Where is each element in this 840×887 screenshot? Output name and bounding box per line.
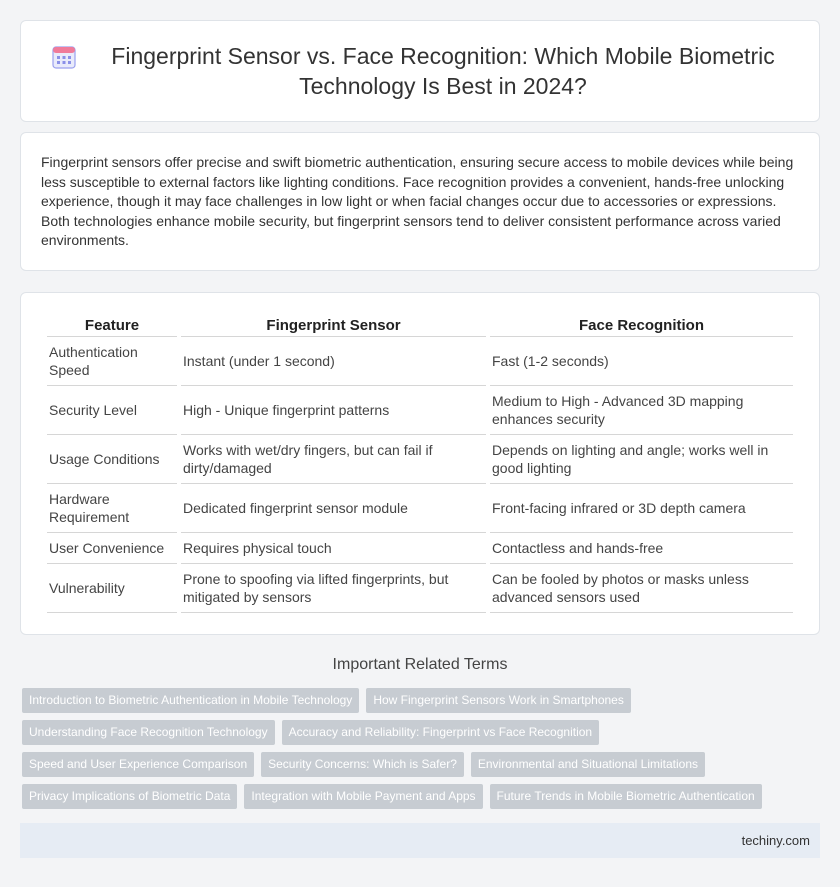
page-title: Fingerprint Sensor vs. Face Recognition: Which Mobile Biometric Technology Is Best in 2024? — [111, 43, 775, 99]
related-term-tag[interactable]: Future Trends in Mobile Biometric Authentication — [490, 784, 762, 809]
related-terms-heading: Important Related Terms — [332, 656, 508, 673]
face-cell: Contactless and hands-free — [490, 533, 793, 564]
column-header-feature: Feature — [47, 313, 177, 337]
summary-card — [20, 132, 820, 271]
header-card — [20, 20, 820, 122]
table-row — [47, 533, 793, 564]
face-cell: Can be fooled by photos or masks unless advanced sensors used — [490, 564, 793, 613]
calendar-icon — [51, 44, 77, 70]
comparison-table-card — [20, 292, 820, 635]
fingerprint-cell: Instant (under 1 second) — [181, 337, 486, 386]
related-term-tag[interactable]: How Fingerprint Sensors Work in Smartphones — [366, 688, 631, 713]
feature-cell: Vulnerability — [47, 564, 177, 613]
footer-bar — [20, 823, 820, 858]
related-term-tag[interactable]: Introduction to Biometric Authentication in Mobile Technology — [22, 688, 359, 713]
related-term-tag[interactable]: Environmental and Situational Limitations — [471, 752, 705, 777]
feature-cell: User Convenience — [47, 533, 177, 564]
face-cell: Depends on lighting and angle; works well in good lighting — [490, 435, 793, 484]
fingerprint-cell: Requires physical touch — [181, 533, 486, 564]
column-header-fingerprint: Fingerprint Sensor — [181, 313, 486, 337]
fingerprint-cell: Dedicated fingerprint sensor module — [181, 484, 486, 533]
table-header-row — [47, 313, 793, 337]
fingerprint-cell: Prone to spoofing via lifted fingerprints, but mitigated by sensors — [181, 564, 486, 613]
column-header-face: Face Recognition — [490, 313, 793, 337]
related-term-tag[interactable]: Accuracy and Reliability: Fingerprint vs Face Recognition — [282, 720, 599, 745]
table-row — [47, 484, 793, 533]
related-term-tag[interactable]: Understanding Face Recognition Technology — [22, 720, 275, 745]
related-term-tag[interactable]: Security Concerns: Which is Safer? — [261, 752, 464, 777]
fingerprint-cell: Works with wet/dry fingers, but can fail if dirty/damaged — [181, 435, 486, 484]
summary-paragraph: Fingerprint sensors offer precise and swift biometric authentication, ensuring secure access to mobile devices while being less susceptible to external factors like lighting conditions. Face recognition provides a convenient, hands-free unlocking experience, though it may face challenges in low light or when facial changes occur due to accessories or expressions. Both technologies enhance mobile security, but fingerprint sensors tend to deliver consistent performance across varied environments. — [41, 154, 794, 248]
related-term-tag[interactable]: Privacy Implications of Biometric Data — [22, 784, 237, 809]
related-terms-list — [22, 688, 812, 816]
face-cell: Fast (1-2 seconds) — [490, 337, 793, 386]
comparison-table — [43, 313, 797, 613]
fingerprint-cell: High - Unique fingerprint patterns — [181, 386, 486, 435]
related-term-tag[interactable]: Speed and User Experience Comparison — [22, 752, 254, 777]
footer-site-link[interactable]: techiny.com — [741, 833, 810, 848]
feature-cell: Hardware Requirement — [47, 484, 177, 533]
table-row — [47, 435, 793, 484]
related-term-tag[interactable]: Integration with Mobile Payment and Apps — [244, 784, 482, 809]
feature-cell: Usage Conditions — [47, 435, 177, 484]
face-cell: Medium to High - Advanced 3D mapping enhances security — [490, 386, 793, 435]
table-row — [47, 386, 793, 435]
feature-cell: Authentication Speed — [47, 337, 177, 386]
face-cell: Front-facing infrared or 3D depth camera — [490, 484, 793, 533]
feature-cell: Security Level — [47, 386, 177, 435]
table-row — [47, 564, 793, 613]
table-row — [47, 337, 793, 386]
